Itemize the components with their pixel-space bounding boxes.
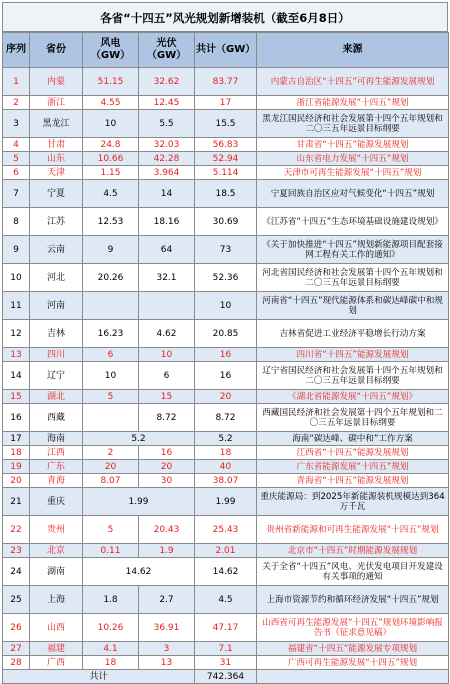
table-row — [3, 432, 449, 446]
row-index-cell: 4 — [3, 138, 30, 152]
row-index-cell: 11 — [3, 292, 30, 320]
solar-cell: 18.16 — [139, 208, 195, 236]
wind-cell: 10.66 — [83, 152, 139, 166]
table-row — [3, 110, 449, 138]
row-index-cell: 26 — [3, 614, 30, 642]
total-cell: 8.72 — [195, 404, 257, 432]
table-row — [3, 320, 449, 348]
solar-cell: 6 — [139, 362, 195, 390]
wind-cell: 10.26 — [83, 614, 139, 642]
province-cell: 江苏 — [30, 208, 83, 236]
wind-cell: 20 — [83, 460, 139, 474]
row-index-cell: 21 — [3, 488, 30, 516]
wind-cell: 20.26 — [83, 264, 139, 292]
province-cell: 海南 — [30, 432, 83, 446]
province-cell: 云南 — [30, 236, 83, 264]
wind-cell: 51.15 — [83, 68, 139, 96]
province-cell: 四川 — [30, 348, 83, 362]
source-cell: 宁夏回族自治区应对气候变化“十四五”规划 — [257, 180, 449, 208]
header-province: 省份 — [30, 33, 83, 68]
source-cell: 山东省电力发展“十四五”规划 — [257, 152, 449, 166]
wind-cell — [83, 404, 139, 432]
wind-cell: 6 — [83, 348, 139, 362]
province-cell: 山西 — [30, 614, 83, 642]
source-cell: 重庆能源局：到2025年新能源装机规模达到364万千瓦 — [257, 488, 449, 516]
total-value: 742.364 — [195, 670, 257, 684]
wind-cell: 4.1 — [83, 642, 139, 656]
row-index-cell: 13 — [3, 348, 30, 362]
table-row — [3, 180, 449, 208]
total-row — [3, 670, 449, 684]
province-cell: 贵州 — [30, 516, 83, 544]
table-row — [3, 166, 449, 180]
table-row — [3, 390, 449, 404]
source-cell: 《关于加快推进“十四五”规划新能源项目配套接网工程有关工作的通知》 — [257, 236, 449, 264]
solar-cell: 8.72 — [139, 404, 195, 432]
table-title: 各省“十四五”风光规划新增装机（截至6月8日） — [2, 2, 448, 32]
solar-cell: 4.62 — [139, 320, 195, 348]
province-cell: 北京 — [30, 544, 83, 558]
row-index-cell: 2 — [3, 96, 30, 110]
row-index-cell: 5 — [3, 152, 30, 166]
header-solar: 光伏（GW） — [139, 33, 195, 68]
total-cell: 18 — [195, 446, 257, 460]
wind-cell: 5 — [83, 390, 139, 404]
province-cell: 河南 — [30, 292, 83, 320]
total-cell: 38.07 — [195, 474, 257, 488]
wind-cell: 18 — [83, 656, 139, 670]
header-total: 共计（GW） — [195, 33, 257, 68]
total-cell: 5.2 — [195, 432, 257, 446]
row-index-cell: 18 — [3, 446, 30, 460]
total-cell: 18.5 — [195, 180, 257, 208]
total-cell: 17 — [195, 96, 257, 110]
total-cell: 30.69 — [195, 208, 257, 236]
province-cell: 广东 — [30, 460, 83, 474]
total-cell: 20 — [195, 390, 257, 404]
wind-cell: 4.5 — [83, 180, 139, 208]
table-row — [3, 362, 449, 390]
source-cell: 内蒙古自治区“十四五”可再生能源发展规划 — [257, 68, 449, 96]
wind-cell: 8.07 — [83, 474, 139, 488]
province-cell: 西藏 — [30, 404, 83, 432]
solar-cell: 10 — [139, 348, 195, 362]
province-cell: 天津 — [30, 166, 83, 180]
total-cell: 31 — [195, 656, 257, 670]
header-index: 序列 — [3, 33, 30, 68]
table-row — [3, 152, 449, 166]
wind-cell: 24.8 — [83, 138, 139, 152]
source-cell: 甘肃省“十四五”能源发展规划 — [257, 138, 449, 152]
solar-cell: 42.28 — [139, 152, 195, 166]
province-cell: 山东 — [30, 152, 83, 166]
row-index-cell: 12 — [3, 320, 30, 348]
solar-cell: 16 — [139, 446, 195, 460]
source-cell: 海南“碳达峰、碳中和”工作方案 — [257, 432, 449, 446]
row-index-cell: 16 — [3, 404, 30, 432]
source-cell: 广东省能源发展“十四五”规划 — [257, 460, 449, 474]
source-cell: 浙江省能源发展“十四五”规划 — [257, 96, 449, 110]
total-cell: 4.5 — [195, 586, 257, 614]
table-row — [3, 236, 449, 264]
table-row — [3, 264, 449, 292]
total-cell: 15.5 — [195, 110, 257, 138]
row-index-cell: 27 — [3, 642, 30, 656]
row-index-cell: 28 — [3, 656, 30, 670]
total-source-empty — [257, 670, 449, 684]
province-cell: 甘肃 — [30, 138, 83, 152]
solar-cell: 2.7 — [139, 586, 195, 614]
table-row — [3, 404, 449, 432]
table-row — [3, 96, 449, 110]
province-cell: 辽宁 — [30, 362, 83, 390]
wind-cell: 16.23 — [83, 320, 139, 348]
table-row — [3, 348, 449, 362]
source-cell: 上海市资源节约和循环经济发展“十四五”规划 — [257, 586, 449, 614]
table-row — [3, 516, 449, 544]
solar-cell — [139, 292, 195, 320]
solar-cell: 3.964 — [139, 166, 195, 180]
wind-cell: 12.53 — [83, 208, 139, 236]
solar-cell: 5.5 — [139, 110, 195, 138]
solar-cell: 13 — [139, 656, 195, 670]
source-cell: 西藏国民经济和社会发展第十四个五年规划和二〇三五年远景目标纲要 — [257, 404, 449, 432]
province-cell: 青海 — [30, 474, 83, 488]
source-cell: 北京市“十四五”时期能源发展规划 — [257, 544, 449, 558]
total-cell: 1.99 — [195, 488, 257, 516]
total-cell: 52.94 — [195, 152, 257, 166]
wind-cell: 9 — [83, 236, 139, 264]
wind-solar-merged-cell: 5.2 — [83, 432, 195, 446]
province-cell: 福建 — [30, 642, 83, 656]
solar-cell: 15 — [139, 390, 195, 404]
wind-cell — [83, 292, 139, 320]
wind-cell: 1.8 — [83, 586, 139, 614]
solar-cell: 20.43 — [139, 516, 195, 544]
province-cell: 宁夏 — [30, 180, 83, 208]
table-row — [3, 208, 449, 236]
row-index-cell: 1 — [3, 68, 30, 96]
wind-cell: 10 — [83, 362, 139, 390]
solar-cell: 64 — [139, 236, 195, 264]
province-cell: 重庆 — [30, 488, 83, 516]
row-index-cell: 25 — [3, 586, 30, 614]
source-cell: 天津市可再生能源发展“十四五”规划 — [257, 166, 449, 180]
total-cell: 5.114 — [195, 166, 257, 180]
total-cell: 10 — [195, 292, 257, 320]
table-row — [3, 138, 449, 152]
total-cell: 47.17 — [195, 614, 257, 642]
table-row — [3, 558, 449, 586]
source-cell: 广西可再生能源发展“十四五”规划 — [257, 656, 449, 670]
source-cell: 关于全省“十四五”风电、光伏发电项目开发建设有关事项的通知 — [257, 558, 449, 586]
table-row — [3, 586, 449, 614]
solar-cell: 36.91 — [139, 614, 195, 642]
table-row — [3, 292, 449, 320]
province-cell: 吉林 — [30, 320, 83, 348]
row-index-cell: 6 — [3, 166, 30, 180]
solar-cell: 14 — [139, 180, 195, 208]
province-cell: 江西 — [30, 446, 83, 460]
source-cell: 山西省可再生能源发展“十四五”规划环境影响报告书（征求意见稿） — [257, 614, 449, 642]
solar-cell: 30 — [139, 474, 195, 488]
source-cell: 贵州省新能源和可再生能源发展“十四五”规划 — [257, 516, 449, 544]
solar-cell: 12.45 — [139, 96, 195, 110]
wind-cell: 5 — [83, 516, 139, 544]
total-cell: 16 — [195, 348, 257, 362]
row-index-cell: 7 — [3, 180, 30, 208]
header-row — [3, 33, 449, 68]
row-index-cell: 17 — [3, 432, 30, 446]
total-label: 共计 — [3, 670, 195, 684]
total-cell: 52.36 — [195, 264, 257, 292]
table-row — [3, 446, 449, 460]
wind-solar-merged-cell: 14.62 — [83, 558, 195, 586]
total-cell: 16 — [195, 362, 257, 390]
wind-cell: 1.15 — [83, 166, 139, 180]
table-row — [3, 544, 449, 558]
capacity-table — [2, 32, 449, 684]
wind-cell: 2 — [83, 446, 139, 460]
total-cell: 83.77 — [195, 68, 257, 96]
wind-cell: 4.55 — [83, 96, 139, 110]
table-row — [3, 656, 449, 670]
spreadsheet — [2, 2, 448, 684]
province-cell: 河北 — [30, 264, 83, 292]
table-row — [3, 642, 449, 656]
total-cell: 56.83 — [195, 138, 257, 152]
wind-solar-merged-cell: 1.99 — [83, 488, 195, 516]
source-cell: 《湖北省能源发展“十四五”规划》 — [257, 390, 449, 404]
source-cell: 福建省“十四五”能源发展专项规划 — [257, 642, 449, 656]
wind-cell: 0.11 — [83, 544, 139, 558]
province-cell: 上海 — [30, 586, 83, 614]
table-body — [3, 68, 449, 670]
total-cell: 7.1 — [195, 642, 257, 656]
source-cell: 河南省“十四五”现代能源体系和碳达峰碳中和规划 — [257, 292, 449, 320]
source-cell: 《江苏省“十四五”生态环境基础设施建设规划》 — [257, 208, 449, 236]
header-wind: 风电（GW） — [83, 33, 139, 68]
row-index-cell: 24 — [3, 558, 30, 586]
table-row — [3, 614, 449, 642]
row-index-cell: 8 — [3, 208, 30, 236]
source-cell: 辽宁省国民经济和社会发展第十四个五年规划和二〇三五年远景目标纲要 — [257, 362, 449, 390]
source-cell: 河北省国民经济和社会发展第十四个五年规划和二〇三五年远景目标纲要 — [257, 264, 449, 292]
source-cell: 四川省“十四五”能源发展规划 — [257, 348, 449, 362]
table-row — [3, 460, 449, 474]
province-cell: 内蒙 — [30, 68, 83, 96]
source-cell: 吉林省促进工业经济平稳增长行动方案 — [257, 320, 449, 348]
source-cell: 江西省“十四五”能源发展规划 — [257, 446, 449, 460]
province-cell: 浙江 — [30, 96, 83, 110]
table-row — [3, 68, 449, 96]
solar-cell: 3 — [139, 642, 195, 656]
province-cell: 湖南 — [30, 558, 83, 586]
province-cell: 湖北 — [30, 390, 83, 404]
solar-cell: 1.9 — [139, 544, 195, 558]
province-cell: 黑龙江 — [30, 110, 83, 138]
table-row — [3, 488, 449, 516]
source-cell: 黑龙江国民经济和社会发展第十四个五年规划和二〇三五年远景目标纲要 — [257, 110, 449, 138]
source-cell: 青海省“十四五”能源发展规划 — [257, 474, 449, 488]
solar-cell: 32.62 — [139, 68, 195, 96]
table-row — [3, 474, 449, 488]
row-index-cell: 23 — [3, 544, 30, 558]
total-cell: 73 — [195, 236, 257, 264]
total-cell: 40 — [195, 460, 257, 474]
row-index-cell: 14 — [3, 362, 30, 390]
row-index-cell: 10 — [3, 264, 30, 292]
row-index-cell: 19 — [3, 460, 30, 474]
total-cell: 14.62 — [195, 558, 257, 586]
total-cell: 2.01 — [195, 544, 257, 558]
total-cell: 25.43 — [195, 516, 257, 544]
row-index-cell: 9 — [3, 236, 30, 264]
row-index-cell: 3 — [3, 110, 30, 138]
row-index-cell: 15 — [3, 390, 30, 404]
solar-cell: 32.03 — [139, 138, 195, 152]
solar-cell: 32.1 — [139, 264, 195, 292]
solar-cell: 20 — [139, 460, 195, 474]
total-cell: 20.85 — [195, 320, 257, 348]
wind-cell: 10 — [83, 110, 139, 138]
province-cell: 广西 — [30, 656, 83, 670]
row-index-cell: 20 — [3, 474, 30, 488]
header-source: 来源 — [257, 33, 449, 68]
row-index-cell: 22 — [3, 516, 30, 544]
